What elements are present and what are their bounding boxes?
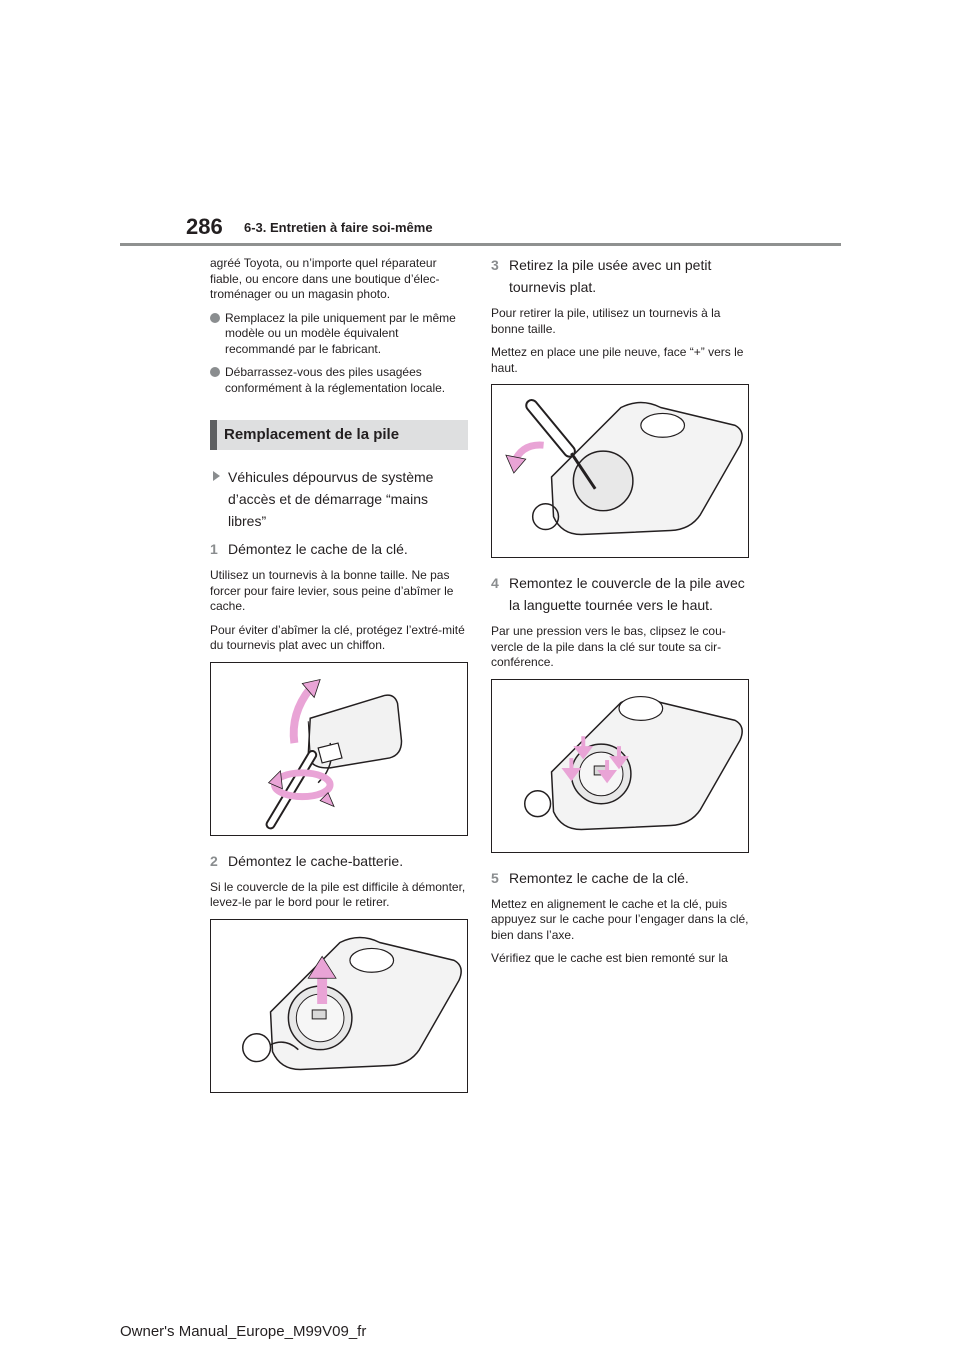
bullet-item (210, 365, 468, 396)
step-note: Utilisez un tournevis à la bonne taille. Ne pas forcer pour faire levier, sous peine d’abîmer le cache. (210, 568, 454, 613)
step-1 (210, 538, 468, 560)
subheading-text: Véhicules dépourvus de système d’accès et de démarrage “mains libres” (228, 469, 434, 529)
illustration-key-cover (211, 663, 467, 835)
step-note: Pour éviter d’abîmer la clé, protégez l’extré-mité du tournevis plat avec un chiffon. (210, 622, 465, 652)
step-note: Pour retirer la pile, utilisez un tournevis à la bonne taille. (491, 306, 721, 336)
illustration-battery-cover (211, 920, 467, 1092)
step-note: Par une pression vers le bas, clipsez le cou-vercle de la pile dans la clé sur toute sa cir-conférence. (491, 624, 726, 669)
heading-bar (210, 420, 217, 450)
step-title: Remontez le couvercle de la pile avec la languette tournée vers le haut. (509, 575, 745, 613)
bullet-text: Débarrassez-vous des piles usagées conformément à la réglementation locale. (225, 365, 446, 395)
step-note: Mettez en alignement le cache et la clé, puis appuyez sur le cache pour l’engager dans la clé, bien dans l’axe. (491, 896, 749, 942)
footer-manual-id: Owner's Manual_Europe_M99V09_fr (120, 1323, 367, 1340)
left-column (210, 256, 468, 1107)
header-rule (120, 243, 841, 246)
step-5 (491, 867, 749, 889)
bullet-dot-icon (210, 313, 220, 323)
key-ring-icon (525, 790, 551, 816)
step-3 (491, 254, 749, 298)
triangle-bullet-icon (213, 471, 220, 481)
bullet-text: Remplacez la pile uniquement par le même modèle ou un modèle équivalent recommandé par le fabricant. (225, 310, 456, 356)
step-2 (210, 850, 468, 872)
step-note: Mettez en place une pile neuve, face “+” vers le haut. (491, 345, 744, 375)
bullet-item (210, 311, 468, 358)
subheading (210, 466, 468, 532)
step-title: Démontez le cache-batterie. (228, 852, 404, 869)
step-number: 2 (210, 852, 218, 869)
step-title: Retirez la pile usée avec un petit tournevis plat. (509, 257, 712, 295)
step-title: Remontez le cache de la clé. (509, 869, 689, 886)
section-heading (210, 420, 468, 450)
step-title: Démontez le cache de la clé. (228, 541, 408, 557)
illustration-remove-battery (492, 385, 748, 557)
step-number: 3 (491, 257, 499, 273)
figure-remove-battery (491, 384, 749, 558)
lift-arrow-icon (294, 688, 311, 743)
step-number: 4 (491, 575, 499, 591)
figure-remove-battery-cover (210, 919, 468, 1093)
step-number: 5 (491, 869, 499, 886)
figure-remove-key-cover (210, 662, 468, 836)
illustration-refit-cover (492, 680, 748, 852)
section-heading-text: Remplacement de la pile (224, 426, 400, 443)
step-4 (491, 572, 749, 616)
intro-paragraph: agréé Toyota, ou n’importe quel réparateur fiable, ou encore dans une boutique d’élec-troménager ou un magasin photo. (210, 256, 440, 301)
step-number: 1 (210, 541, 218, 557)
step-note: Si le couvercle de la pile est difficile à démonter, levez-le par le bord pour le retirer. (210, 879, 466, 909)
right-column (491, 254, 749, 975)
page-number: 286 (186, 214, 223, 239)
step-note: Vérifiez que le cache est bien remonté sur la (491, 951, 728, 965)
key-ring-icon (243, 1033, 271, 1061)
bullet-dot-icon (210, 367, 220, 377)
section-title: 6-3. Entretien à faire soi-même (244, 220, 433, 235)
figure-refit-battery-cover (491, 679, 749, 853)
